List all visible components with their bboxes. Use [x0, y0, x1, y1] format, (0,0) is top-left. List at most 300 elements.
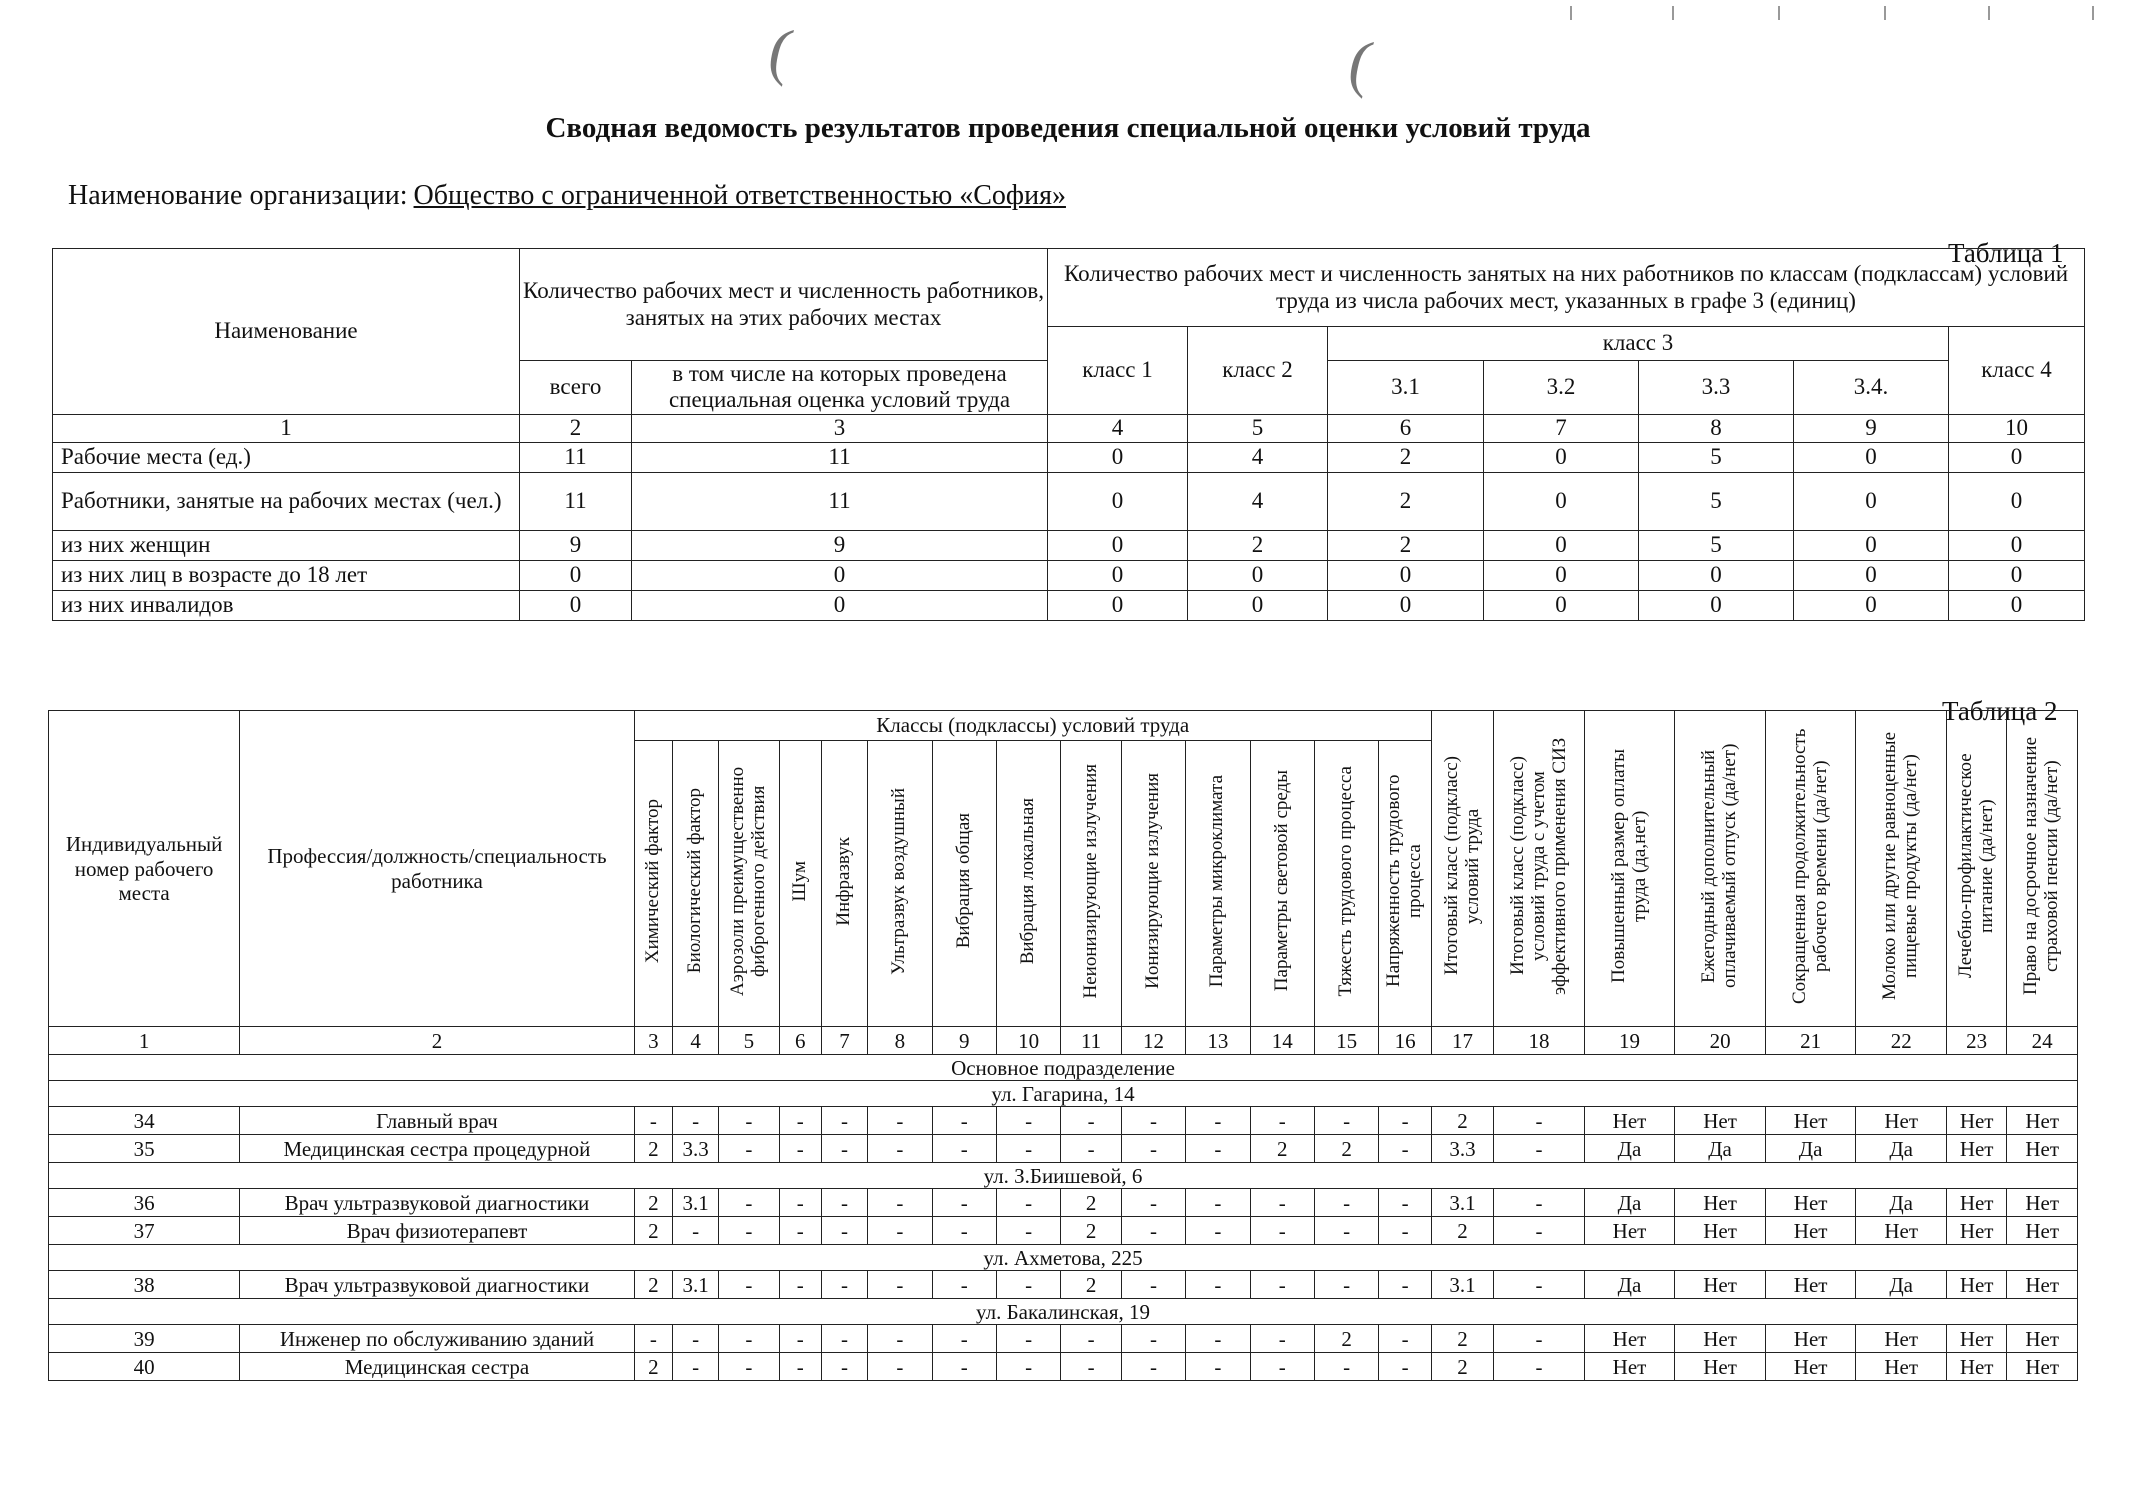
cell: 0 — [1484, 560, 1639, 590]
cell: - — [1494, 1271, 1585, 1299]
cell: - — [1250, 1353, 1314, 1381]
cell: - — [634, 1107, 672, 1135]
t1-header-total: всего — [520, 361, 632, 415]
address-row — [49, 1081, 2078, 1107]
t2-factor-header-text: Вибрация локальная — [1017, 797, 1039, 965]
cell: 0 — [1328, 590, 1484, 620]
profession: Врач ультразвуковой диагностики — [240, 1189, 635, 1217]
cell: - — [996, 1325, 1060, 1353]
t2-factor-header-text: Инфразвук — [833, 836, 855, 926]
workplace-id: 38 — [49, 1271, 240, 1299]
t2-factor-header-text: Аэрозоли преимущественно фиброгенного действия — [727, 766, 769, 996]
t2-header-col19 — [1584, 711, 1675, 1027]
cell: 0 — [1484, 530, 1639, 560]
cell: 2 — [1061, 1189, 1121, 1217]
cell: 0 — [1188, 590, 1328, 620]
document-title: Сводная ведомость результатов проведения специальной оценки условий труда — [545, 112, 1591, 144]
cell: - — [1250, 1217, 1314, 1245]
cell: - — [821, 1353, 867, 1381]
cell: Нет — [1765, 1217, 1856, 1245]
t1-header-group1: Количество рабочих мест и численность работников, занятых на этих рабочих местах — [520, 249, 1048, 361]
cell: 0 — [1328, 560, 1484, 590]
t2-factor-header-text: Шум — [788, 860, 810, 902]
cell: 0 — [1949, 590, 2085, 620]
workplaces-table — [48, 710, 2078, 1381]
cell: 3.3 — [672, 1135, 718, 1163]
cell: Нет — [1765, 1353, 1856, 1381]
t2-factor-header — [932, 741, 996, 1027]
address-row — [49, 1299, 2078, 1325]
cell: - — [1314, 1271, 1378, 1299]
cell: Нет — [1765, 1107, 1856, 1135]
cell: 2 — [1328, 442, 1484, 472]
table-row — [49, 1107, 2078, 1135]
t1-header-3-3: 3.3 — [1639, 361, 1794, 415]
cell: - — [1379, 1353, 1431, 1381]
table-row — [49, 1353, 2078, 1381]
cell: - — [996, 1107, 1060, 1135]
cell: 0 — [1794, 530, 1949, 560]
organization-line — [68, 180, 1066, 212]
organization-name: Общество с ограниченной ответственностью «София» — [413, 180, 1066, 211]
col-number: 10 — [996, 1027, 1060, 1055]
cell: - — [1121, 1217, 1185, 1245]
col-number: 9 — [932, 1027, 996, 1055]
workplace-id: 40 — [49, 1353, 240, 1381]
cell: - — [996, 1217, 1060, 1245]
cell: - — [1494, 1189, 1585, 1217]
t2-factor-header — [1314, 741, 1378, 1027]
cell: - — [868, 1325, 932, 1353]
cell: - — [996, 1135, 1060, 1163]
workplace-id: 34 — [49, 1107, 240, 1135]
cell: 0 — [1188, 560, 1328, 590]
cell: Нет — [1946, 1189, 2006, 1217]
cell: 0 — [1949, 472, 2085, 530]
t2-header-col20-text: Ежегодный дополнительный оплачиваемый отпуск (да/нет) — [1698, 743, 1741, 989]
cell: 9 — [520, 530, 632, 560]
t2-header-col21-text: Сокращенная продолжительность рабочего времени (да/нет) — [1788, 728, 1831, 1004]
row-label: из них лиц в возрасте до 18 лет — [53, 560, 520, 590]
table-row — [53, 472, 2085, 530]
cell: - — [1121, 1107, 1185, 1135]
cell: - — [1121, 1189, 1185, 1217]
cell: - — [1379, 1135, 1431, 1163]
cell: - — [868, 1271, 932, 1299]
cell: - — [1250, 1189, 1314, 1217]
cell: 9 — [632, 530, 1048, 560]
cell: 0 — [1794, 472, 1949, 530]
cell: - — [1314, 1217, 1378, 1245]
cell: 3.3 — [1431, 1135, 1493, 1163]
col-number: 5 — [1188, 414, 1328, 442]
cell: - — [932, 1325, 996, 1353]
cell: 5 — [1639, 442, 1794, 472]
cell: 11 — [632, 472, 1048, 530]
cell: - — [1250, 1107, 1314, 1135]
t2-factor-header-text: Ультразвук воздушный — [888, 787, 910, 975]
t1-header-class2: класс 2 — [1188, 327, 1328, 415]
t1-header-class3: класс 3 — [1328, 327, 1949, 361]
table1-label: Таблица 1 — [1948, 238, 2064, 268]
t1-column-numbers — [53, 414, 2085, 442]
t2-factor-header — [672, 741, 718, 1027]
cell: - — [868, 1189, 932, 1217]
col-number: 8 — [868, 1027, 932, 1055]
cell: Нет — [1675, 1271, 1766, 1299]
cell: - — [1379, 1271, 1431, 1299]
row-label: Рабочие места (ед.) — [53, 442, 520, 472]
scan-tick — [1570, 6, 1572, 20]
cell: - — [1379, 1325, 1431, 1353]
col-number: 18 — [1494, 1027, 1585, 1055]
cell: Нет — [1765, 1189, 1856, 1217]
profession: Инженер по обслуживанию зданий — [240, 1325, 635, 1353]
col-number: 14 — [1250, 1027, 1314, 1055]
cell: 3.1 — [1431, 1271, 1493, 1299]
cell: Да — [1856, 1135, 1947, 1163]
cell: 0 — [1484, 590, 1639, 620]
cell: 0 — [1949, 442, 2085, 472]
cell: 2 — [634, 1353, 672, 1381]
cell: Нет — [1856, 1353, 1947, 1381]
col-number: 1 — [53, 414, 520, 442]
cell: - — [821, 1325, 867, 1353]
workplace-id: 39 — [49, 1325, 240, 1353]
t2-header-col17-text: Итоговый класс (подкласс) условий труда — [1440, 756, 1483, 976]
col-number: 3 — [634, 1027, 672, 1055]
cell: - — [1494, 1325, 1585, 1353]
cell: 11 — [632, 442, 1048, 472]
cell: Нет — [1584, 1325, 1675, 1353]
cell: - — [1186, 1271, 1250, 1299]
cell: Да — [1584, 1271, 1675, 1299]
cell: Нет — [2007, 1271, 2078, 1299]
cell: - — [1250, 1325, 1314, 1353]
cell: - — [1379, 1107, 1431, 1135]
col-number: 20 — [1675, 1027, 1766, 1055]
cell: Нет — [1946, 1353, 2006, 1381]
cell: - — [1121, 1271, 1185, 1299]
cell: - — [1121, 1353, 1185, 1381]
col-number: 23 — [1946, 1027, 2006, 1055]
cell: Нет — [1765, 1325, 1856, 1353]
cell: Нет — [1584, 1107, 1675, 1135]
t2-factor-header-text: Ионизирующие излучения — [1142, 773, 1163, 989]
scan-mark: ( — [1342, 25, 1379, 100]
address-row — [49, 1245, 2078, 1271]
cell: 4 — [1188, 472, 1328, 530]
col-number: 6 — [1328, 414, 1484, 442]
cell: Да — [1675, 1135, 1766, 1163]
row-label: Работники, занятые на рабочих местах (чел.) — [53, 472, 520, 530]
t2-factor-header-text: Биологический фактор — [684, 788, 706, 974]
t2-header-col19-text: Повышенный размер оплаты труда (да,нет) — [1607, 748, 1650, 984]
col-number: 19 — [1584, 1027, 1675, 1055]
table-row — [53, 560, 2085, 590]
table-row — [53, 530, 2085, 560]
cell: 0 — [1048, 560, 1188, 590]
cell: - — [932, 1107, 996, 1135]
cell: - — [868, 1217, 932, 1245]
cell: 2 — [1328, 530, 1484, 560]
address-row — [49, 1163, 2078, 1189]
cell: 2 — [634, 1189, 672, 1217]
cell: Нет — [1675, 1189, 1766, 1217]
division-row — [49, 1055, 2078, 1081]
cell: - — [821, 1107, 867, 1135]
scan-tick — [1778, 6, 1780, 20]
cell: 4 — [1188, 442, 1328, 472]
col-number: 13 — [1186, 1027, 1250, 1055]
cell: 0 — [1949, 530, 2085, 560]
t2-header-col21 — [1765, 711, 1856, 1027]
cell: 0 — [520, 590, 632, 620]
t2-factor-header — [996, 741, 1060, 1027]
t2-factor-header — [1061, 741, 1121, 1027]
col-number: 3 — [632, 414, 1048, 442]
cell: - — [1186, 1353, 1250, 1381]
cell: - — [719, 1271, 779, 1299]
cell: 2 — [634, 1135, 672, 1163]
cell: Нет — [1856, 1325, 1947, 1353]
cell: Нет — [1946, 1217, 2006, 1245]
cell: Нет — [1856, 1107, 1947, 1135]
t2-factor-header — [634, 741, 672, 1027]
cell: - — [1121, 1135, 1185, 1163]
cell: - — [1314, 1189, 1378, 1217]
cell: - — [932, 1271, 996, 1299]
col-number: 4 — [672, 1027, 718, 1055]
cell: 0 — [1484, 472, 1639, 530]
cell: 0 — [1794, 442, 1949, 472]
cell: - — [1186, 1107, 1250, 1135]
cell: Да — [1765, 1135, 1856, 1163]
cell: 0 — [1639, 590, 1794, 620]
cell: - — [779, 1135, 821, 1163]
cell: - — [821, 1271, 867, 1299]
cell: 0 — [1048, 472, 1188, 530]
t2-factor-header — [779, 741, 821, 1027]
cell: - — [779, 1217, 821, 1245]
table-row — [49, 1189, 2078, 1217]
cell: - — [1186, 1217, 1250, 1245]
t2-factor-header-text: Параметры микроклимата — [1206, 774, 1228, 988]
cell: 2 — [1431, 1107, 1493, 1135]
cell: 0 — [1949, 560, 2085, 590]
cell: - — [779, 1325, 821, 1353]
cell: 5 — [1639, 530, 1794, 560]
scan-tick — [1988, 6, 1990, 20]
t2-factor-header — [868, 741, 932, 1027]
cell: 2 — [1061, 1271, 1121, 1299]
cell: Нет — [1675, 1325, 1766, 1353]
table2-label: Таблица 2 — [1942, 696, 2058, 726]
col-number: 2 — [240, 1027, 635, 1055]
cell: - — [719, 1107, 779, 1135]
organization-label: Наименование организации: — [68, 180, 408, 211]
cell: 2 — [1431, 1325, 1493, 1353]
cell: - — [634, 1325, 672, 1353]
t2-factor-header-text: Химический фактор — [641, 798, 663, 964]
scan-tick — [1884, 6, 1886, 20]
t1-header-3-2: 3.2 — [1484, 361, 1639, 415]
cell: Нет — [1584, 1217, 1675, 1245]
cell: - — [1186, 1189, 1250, 1217]
profession: Врач физиотерапевт — [240, 1217, 635, 1245]
cell: Да — [1856, 1271, 1947, 1299]
cell: 0 — [1048, 590, 1188, 620]
t2-factor-header — [719, 741, 779, 1027]
summary-table — [52, 248, 2085, 621]
cell: 2 — [1431, 1217, 1493, 1245]
cell: Нет — [1946, 1325, 2006, 1353]
t1-header-assessed: в том числе на которых проведена специальная оценка условий труда — [632, 361, 1048, 415]
cell: Нет — [1675, 1107, 1766, 1135]
t2-header-classes: Классы (подклассы) условий труда — [634, 711, 1431, 741]
cell: 2 — [1061, 1217, 1121, 1245]
scan-tick — [1672, 6, 1674, 20]
col-number: 12 — [1121, 1027, 1185, 1055]
cell: - — [1250, 1271, 1314, 1299]
cell: - — [672, 1217, 718, 1245]
cell: - — [719, 1189, 779, 1217]
table-row — [49, 1325, 2078, 1353]
cell: - — [821, 1189, 867, 1217]
t2-factor-header — [1379, 741, 1431, 1027]
cell: 11 — [520, 472, 632, 530]
cell: 0 — [632, 590, 1048, 620]
cell: - — [1379, 1217, 1431, 1245]
cell: 5 — [1639, 472, 1794, 530]
cell: 0 — [1484, 442, 1639, 472]
cell: - — [996, 1353, 1060, 1381]
t2-body — [49, 1055, 2078, 1381]
cell: - — [719, 1135, 779, 1163]
row-label: из них женщин — [53, 530, 520, 560]
t1-header-class1: класс 1 — [1048, 327, 1188, 415]
cell: 3.1 — [672, 1189, 718, 1217]
col-number: 5 — [719, 1027, 779, 1055]
cell: - — [1379, 1189, 1431, 1217]
cell: 2 — [634, 1217, 672, 1245]
cell: - — [1314, 1107, 1378, 1135]
cell: - — [1494, 1135, 1585, 1163]
cell: - — [1061, 1325, 1121, 1353]
table-row — [49, 1135, 2078, 1163]
t2-factor-header-text: Неионизирующие излучения — [1079, 763, 1101, 999]
cell: Нет — [2007, 1325, 2078, 1353]
t2-factor-header — [1121, 741, 1185, 1027]
t2-header-col24-text: Право на досрочное назначение страховой пенсии (да/нет) — [2020, 736, 2063, 996]
profession: Медицинская сестра процедурной — [240, 1135, 635, 1163]
cell: - — [1494, 1353, 1585, 1381]
cell: - — [1061, 1135, 1121, 1163]
cell: 0 — [632, 560, 1048, 590]
cell: 11 — [520, 442, 632, 472]
cell: Нет — [2007, 1135, 2078, 1163]
profession: Главный врач — [240, 1107, 635, 1135]
workplace-id: 35 — [49, 1135, 240, 1163]
cell: - — [821, 1135, 867, 1163]
cell: Нет — [2007, 1189, 2078, 1217]
col-number: 7 — [1484, 414, 1639, 442]
t2-column-numbers — [49, 1027, 2078, 1055]
cell: 0 — [1639, 560, 1794, 590]
cell: - — [868, 1353, 932, 1381]
cell: - — [1061, 1107, 1121, 1135]
t2-factor-header-text: Вибрация общая — [952, 813, 974, 949]
col-number: 16 — [1379, 1027, 1431, 1055]
t2-header-col23-text: Лечебно-профилактическое питание (да/нет) — [1954, 753, 1997, 979]
cell: 2 — [1314, 1135, 1378, 1163]
col-number: 9 — [1794, 414, 1949, 442]
scan-mark: ( — [762, 13, 799, 88]
address-label: ул. Бакалинская, 19 — [49, 1299, 2078, 1325]
scan-tick — [2092, 6, 2094, 20]
t2-header-col22 — [1856, 711, 1947, 1027]
cell: 2 — [1431, 1353, 1493, 1381]
t1-header-group2: Количество рабочих мест и численность занятых на них работников по классам (подклассам) условий труда из числа рабочих мест, указанных в графе 3 (единиц) — [1048, 249, 2085, 327]
row-label: из них инвалидов — [53, 590, 520, 620]
t2-header-id: Индивидуальный номер рабочего места — [49, 711, 240, 1027]
col-number: 8 — [1639, 414, 1794, 442]
cell: Да — [1584, 1189, 1675, 1217]
workplace-id: 37 — [49, 1217, 240, 1245]
cell: - — [868, 1135, 932, 1163]
cell: - — [1186, 1325, 1250, 1353]
t2-factor-header — [1186, 741, 1250, 1027]
cell: 0 — [1048, 442, 1188, 472]
col-number: 24 — [2007, 1027, 2078, 1055]
t2-header-col20 — [1675, 711, 1766, 1027]
cell: - — [779, 1353, 821, 1381]
col-number: 22 — [1856, 1027, 1947, 1055]
cell: - — [932, 1189, 996, 1217]
col-number: 7 — [821, 1027, 867, 1055]
cell: - — [996, 1189, 1060, 1217]
cell: - — [672, 1353, 718, 1381]
cell: - — [932, 1217, 996, 1245]
col-number: 11 — [1061, 1027, 1121, 1055]
cell: 0 — [1048, 530, 1188, 560]
col-number: 1 — [49, 1027, 240, 1055]
cell: 3.1 — [1431, 1189, 1493, 1217]
t2-header-col22-text: Молоко или другие равноценные пищевые продукты (да/нет) — [1879, 732, 1922, 1001]
cell: - — [1061, 1353, 1121, 1381]
cell: - — [868, 1107, 932, 1135]
t2-header-col24 — [2007, 711, 2078, 1027]
t2-header-col18 — [1494, 711, 1585, 1027]
cell: Нет — [1946, 1107, 2006, 1135]
cell: - — [719, 1353, 779, 1381]
col-number: 10 — [1949, 414, 2085, 442]
cell: - — [672, 1325, 718, 1353]
t1-header-class4: класс 4 — [1949, 327, 2085, 415]
cell: Нет — [1856, 1217, 1947, 1245]
cell: - — [779, 1107, 821, 1135]
cell: Да — [1584, 1135, 1675, 1163]
cell: 2 — [1314, 1325, 1378, 1353]
address-label: ул. Ахметова, 225 — [49, 1245, 2078, 1271]
cell: Нет — [1765, 1271, 1856, 1299]
cell: 2 — [1328, 472, 1484, 530]
cell: - — [996, 1271, 1060, 1299]
t2-header-col18-text: Итоговый класс (подкласс) условий труда с учетом эффективного применения СИЗ — [1506, 737, 1570, 995]
cell: Нет — [2007, 1107, 2078, 1135]
cell: - — [672, 1107, 718, 1135]
t2-factor-header — [1250, 741, 1314, 1027]
